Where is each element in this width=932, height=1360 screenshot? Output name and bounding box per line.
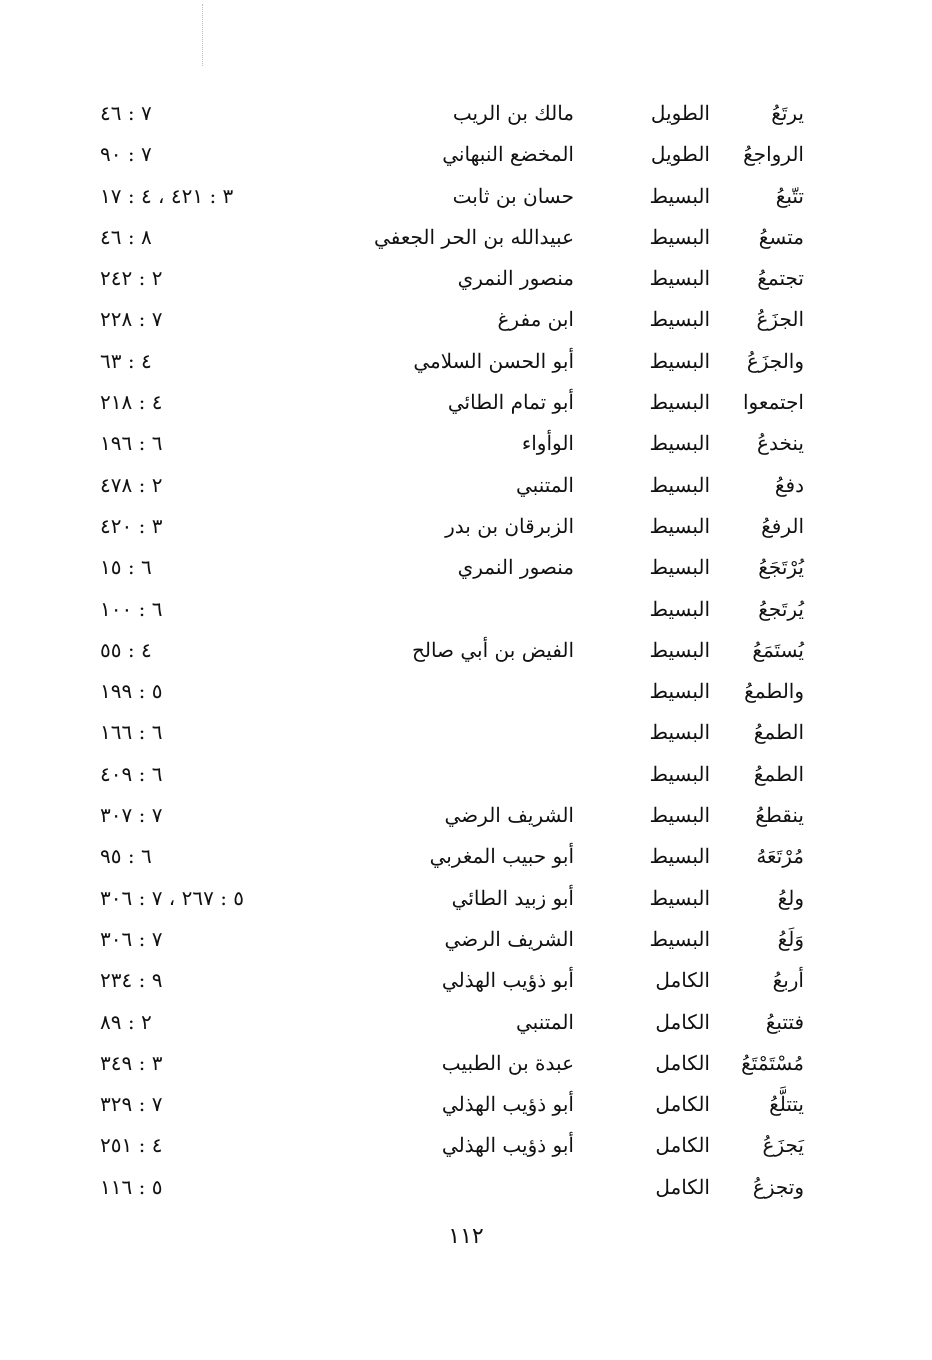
meter-name: الكامل <box>655 968 710 993</box>
index-row <box>0 755 932 796</box>
volume-page-reference: ٨ : ٤٦ <box>100 224 152 249</box>
poet-name: ابن مفرغ <box>497 307 574 332</box>
volume-page-reference: ٥ : ٢٦٧ ، ٧ : ٣٠٦ <box>100 885 245 910</box>
volume-page-reference: ٢ : ٨٩ <box>100 1009 152 1034</box>
volume-page-reference: ٧ : ٩٠ <box>100 142 152 167</box>
index-row <box>0 672 932 713</box>
volume-page-reference: ٦ : ٩٥ <box>100 844 152 869</box>
rhyme-word: الرفعُ <box>761 513 804 538</box>
volume-page-reference: ٢ : ٤٧٨ <box>100 472 163 497</box>
index-row <box>0 1168 932 1209</box>
index-row <box>0 507 932 548</box>
volume-page-reference: ٤ : ٦٣ <box>100 348 152 373</box>
rhyme-word: ينقطعُ <box>755 803 804 828</box>
rhyme-word: أربعُ <box>772 968 804 993</box>
index-row <box>0 135 932 176</box>
index-row <box>0 961 932 1002</box>
rhyme-word: الطمعُ <box>753 761 804 786</box>
poet-name: مالك بن الريب <box>452 101 574 125</box>
meter-name: الكامل <box>655 1092 710 1117</box>
scan-artifact-mark <box>202 4 205 66</box>
rhyme-word: وَلَعُ <box>777 926 804 951</box>
index-row <box>0 631 932 672</box>
index-row <box>0 548 932 589</box>
rhyme-word: مُرْتَعَهُ <box>756 844 804 869</box>
meter-name: الكامل <box>655 1174 710 1199</box>
volume-page-reference: ٤ : ٢٥١ <box>100 1133 163 1158</box>
index-row <box>0 1044 932 1085</box>
rhyme-word: يتتلَّعُ <box>769 1092 804 1117</box>
index-row <box>0 590 932 631</box>
index-row <box>0 300 932 341</box>
poet-name: منصور النمري <box>457 266 574 291</box>
poet-name: الفيض بن أبي صالح <box>411 637 574 662</box>
index-row <box>0 466 932 507</box>
volume-page-reference: ٧ : ٣٢٩ <box>100 1092 163 1117</box>
volume-page-reference: ٢ : ٢٤٢ <box>100 266 163 291</box>
volume-page-reference: ٦ : ٤٠٩ <box>100 761 163 786</box>
meter-name: البسيط <box>649 844 710 869</box>
poet-name: أبو زبيد الطائي <box>451 885 574 910</box>
poet-name: المتنبي <box>516 472 574 497</box>
meter-name: البسيط <box>649 555 710 580</box>
poet-name: أبو ذؤيب الهذلي <box>441 1092 574 1117</box>
poet-name: الشريف الرضي <box>444 926 574 951</box>
rhyme-word: دفعُ <box>774 472 804 497</box>
poet-name: المتنبي <box>516 1009 574 1034</box>
rhyme-word: والطمعُ <box>744 679 804 704</box>
index-row <box>0 796 932 837</box>
meter-name: البسيط <box>649 266 710 291</box>
index-row <box>0 342 932 383</box>
volume-page-reference: ٣ : ٤٢٠ <box>100 513 163 538</box>
index-row <box>0 218 932 259</box>
meter-name: البسيط <box>649 803 710 828</box>
poet-name: أبو حبيب المغربي <box>429 844 574 869</box>
volume-page-reference: ٦ : ١٥ <box>100 555 152 580</box>
rhyme-word: وتجزعُ <box>752 1174 804 1199</box>
rhyme-index-table <box>0 94 932 1209</box>
poet-name: عبيدالله بن الحر الجعفي <box>374 224 574 249</box>
meter-name: البسيط <box>649 720 710 745</box>
meter-name: البسيط <box>649 637 710 662</box>
meter-name: الكامل <box>655 1050 710 1075</box>
rhyme-word: تجتمعُ <box>757 266 804 291</box>
rhyme-word: الجزَعُ <box>756 307 804 332</box>
meter-name: البسيط <box>649 431 710 456</box>
rhyme-word: ولعُ <box>777 885 804 910</box>
index-row <box>0 879 932 920</box>
meter-name: البسيط <box>649 513 710 538</box>
rhyme-word: الطمعُ <box>753 720 804 745</box>
volume-page-reference: ٦ : ١٠٠ <box>100 596 163 621</box>
rhyme-word: مُسْتَمْتَعُ <box>741 1050 804 1075</box>
meter-name: البسيط <box>649 183 710 208</box>
index-row <box>0 1003 932 1044</box>
meter-name: الطويل <box>650 101 710 125</box>
volume-page-reference: ٦ : ١٩٦ <box>100 431 163 456</box>
index-row <box>0 1085 932 1126</box>
index-row <box>0 94 932 135</box>
meter-name: البسيط <box>649 679 710 704</box>
meter-name: البسيط <box>649 307 710 332</box>
rhyme-word: والجزَعُ <box>746 348 804 373</box>
poet-name: أبو الحسن السلامي <box>413 348 574 373</box>
rhyme-word: يُستَمَعُ <box>752 637 804 662</box>
meter-name: الطويل <box>650 142 710 167</box>
volume-page-reference: ٣ : ٣٤٩ <box>100 1050 163 1075</box>
volume-page-reference: ٧ : ٣٠٦ <box>100 926 163 951</box>
index-row <box>0 383 932 424</box>
rhyme-word: يُرْتَجَعُ <box>758 555 804 580</box>
index-row <box>0 920 932 961</box>
poet-name: أبو ذؤيب الهذلي <box>441 1133 574 1158</box>
poet-name: الوأواء <box>521 431 574 456</box>
poet-name: أبو ذؤيب الهذلي <box>441 968 574 993</box>
poet-name: أبو تمام الطائي <box>447 390 574 415</box>
index-row <box>0 177 932 218</box>
volume-page-reference: ٤ : ٥٥ <box>100 637 152 662</box>
meter-name: البسيط <box>649 761 710 786</box>
rhyme-word: اجتمعوا <box>742 390 804 415</box>
meter-name: الكامل <box>655 1009 710 1034</box>
meter-name: البسيط <box>649 472 710 497</box>
poet-name: حسان بن ثابت <box>452 183 574 208</box>
meter-name: البسيط <box>649 596 710 621</box>
volume-page-reference: ٩ : ٢٣٤ <box>100 968 163 993</box>
index-row <box>0 1126 932 1167</box>
poet-name: منصور النمري <box>457 555 574 580</box>
poet-name: الزبرقان بن بدر <box>445 513 574 538</box>
rhyme-word: متسعُ <box>758 224 804 249</box>
rhyme-word: فتتبعُ <box>765 1009 804 1034</box>
meter-name: البسيط <box>649 885 710 910</box>
meter-name: الكامل <box>655 1133 710 1158</box>
volume-page-reference: ٥ : ١٩٩ <box>100 679 163 704</box>
volume-page-reference: ٤ : ٢١٨ <box>100 390 163 415</box>
rhyme-word: يَجزَعُ <box>762 1133 804 1158</box>
meter-name: البسيط <box>649 348 710 373</box>
rhyme-word: يرتَعُ <box>771 101 804 125</box>
volume-page-reference: ٣ : ٤٢١ ، ٤ : ١٧ <box>100 183 234 208</box>
rhyme-word: ينخدعُ <box>757 431 804 456</box>
rhyme-word: يُرتَجعُ <box>758 596 804 621</box>
volume-page-reference: ٧ : ٤٦ <box>100 101 152 125</box>
poet-name: عبدة بن الطبيب <box>441 1050 574 1075</box>
index-row <box>0 713 932 754</box>
rhyme-word: الرواجعُ <box>743 142 804 167</box>
rhyme-word: تتّبعُ <box>775 183 804 208</box>
index-row <box>0 259 932 300</box>
poet-name: الشريف الرضي <box>444 803 574 828</box>
page-number: ١١٢ <box>448 1224 484 1249</box>
meter-name: البسيط <box>649 224 710 249</box>
volume-page-reference: ٧ : ٢٢٨ <box>100 307 163 332</box>
volume-page-reference: ٦ : ١٦٦ <box>100 720 163 745</box>
index-row <box>0 424 932 465</box>
index-row <box>0 837 932 878</box>
meter-name: البسيط <box>649 926 710 951</box>
volume-page-reference: ٥ : ١١٦ <box>100 1174 163 1199</box>
meter-name: البسيط <box>649 390 710 415</box>
volume-page-reference: ٧ : ٣٠٧ <box>100 803 163 828</box>
poet-name: المخضع النبهاني <box>442 142 574 167</box>
